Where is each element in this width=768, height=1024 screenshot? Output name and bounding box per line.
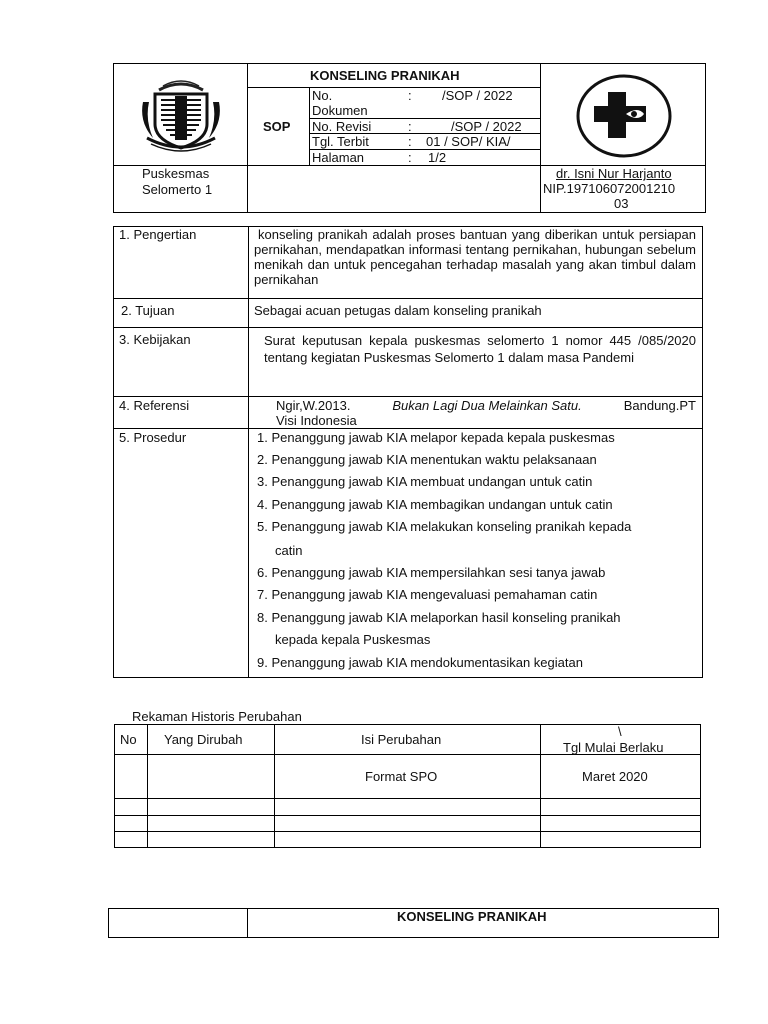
history-row-1-isi: Format SPO	[365, 769, 438, 784]
text-kebijakan: Surat keputusan kepala puskesmas selomerto 1 nomor 445 /085/2020 tentang kegiatan Puskesmas Selomerto 1 dalam masa Pandemi	[264, 333, 696, 365]
org-name-line2: Selomerto 1	[142, 182, 213, 197]
history-header-isi-perubahan: Isi Perubahan	[361, 732, 442, 747]
footer-title: KONSELING PRANIKAH	[397, 909, 547, 924]
org-name-line1: Puskesmas	[142, 166, 210, 181]
field-halaman-value: 1/2	[428, 150, 447, 165]
field-no-label: No.	[312, 88, 333, 103]
field-revisi-sep: :	[408, 119, 412, 134]
prosedur-step-5: 5. Penanggung jawab KIA melakukan konseling pranikah kepada	[257, 519, 632, 534]
text-tujuan: Sebagai acuan petugas dalam konseling pranikah	[254, 303, 542, 318]
field-revisi-label: No. Revisi	[312, 119, 372, 134]
prosedur-step-2: 2. Penanggung jawab KIA menentukan waktu pelaksanaan	[257, 452, 597, 467]
history-header-yang-dirubah: Yang Dirubah	[164, 732, 243, 747]
prosedur-step-9: 9. Penanggung jawab KIA mendokumentasikan kegiatan	[257, 655, 583, 670]
field-halaman-label: Halaman	[312, 150, 365, 165]
signer-nip-line1: NIP.197106072001210	[543, 181, 676, 196]
prosedur-step-8-cont: kepada kepala Puskesmas	[275, 632, 431, 647]
text-referensi	[276, 398, 696, 428]
field-terbit-value: 01 / SOP/ KIA/	[426, 134, 511, 149]
signer-name: dr. Isni Nur Harjanto	[556, 166, 672, 181]
prosedur-step-5-cont: catin	[275, 543, 303, 558]
label-kebijakan: 3. Kebijakan	[119, 332, 191, 347]
field-terbit-label: Tgl. Terbit	[312, 134, 369, 149]
field-revisi-value: /SOP / 2022	[451, 119, 522, 134]
referensi-book-title: Bukan Lagi Dua Melainkan Satu.	[392, 398, 582, 413]
history-header-backslash: \	[618, 724, 622, 739]
prosedur-step-4: 4. Penanggung jawab KIA membagikan undangan untuk catin	[257, 497, 613, 512]
history-header-no: No	[120, 732, 137, 747]
label-referensi: 4. Referensi	[119, 398, 190, 413]
label-pengertian: 1. Pengertian	[119, 227, 197, 242]
referensi-author: Ngir,W.2013.	[276, 398, 351, 413]
sop-label: SOP	[263, 119, 291, 134]
referensi-line2: Visi Indonesia	[276, 413, 357, 428]
label-prosedur: 5. Prosedur	[119, 430, 187, 445]
field-no-value: /SOP / 2022	[442, 88, 513, 103]
field-no-sep: :	[408, 88, 412, 103]
prosedur-step-8: 8. Penanggung jawab KIA melaporkan hasil konseling pranikah	[257, 610, 621, 625]
history-header-tgl-mulai: Tgl Mulai Berlaku	[563, 740, 664, 755]
regency-emblem-logo	[135, 72, 227, 154]
label-tujuan: 2. Tujuan	[121, 303, 175, 318]
text-pengertian: konseling pranikah adalah proses bantuan yang diberikan untuk persiapan pernikahan, mendapatkan informasi tentang pernikahan, hubungan sebelum menikah dan untuk pencegahan terhadap masalah yang akan timbul dalam pernikahan	[254, 227, 696, 287]
history-row-1-tgl: Maret 2020	[582, 769, 648, 784]
prosedur-step-6: 6. Penanggung jawab KIA mempersilahkan sesi tanya jawab	[257, 565, 606, 580]
field-terbit-sep: :	[408, 134, 412, 149]
referensi-publisher: Bandung.PT	[623, 398, 696, 413]
prosedur-step-3: 3. Penanggung jawab KIA membuat undangan untuk catin	[257, 474, 593, 489]
header-title: KONSELING PRANIKAH	[310, 68, 460, 83]
history-title: Rekaman Historis Perubahan	[132, 709, 302, 724]
field-dokumen-label: Dokumen	[312, 103, 368, 118]
puskesmas-logo	[576, 74, 672, 158]
field-halaman-sep: :	[408, 150, 412, 165]
signer-nip-line2: 03	[614, 196, 629, 211]
prosedur-step-7: 7. Penanggung jawab KIA mengevaluasi pemahaman catin	[257, 587, 598, 602]
prosedur-step-1: 1. Penanggung jawab KIA melapor kepada kepala puskesmas	[257, 430, 615, 445]
